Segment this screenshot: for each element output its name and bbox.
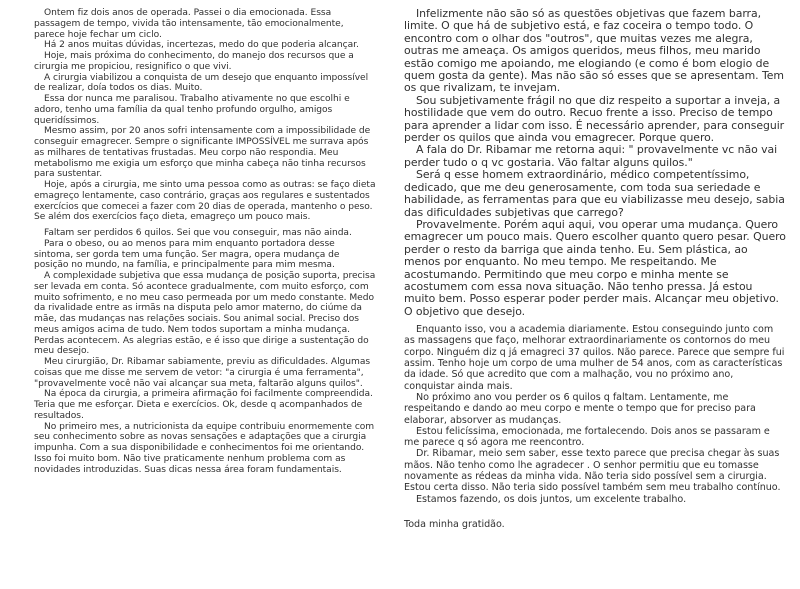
paragraph: Mesmo assim, por 20 anos sofri intensamente com a impossibilidade de conseguir emagrecer. Sempre o significante IMPOSSÍVEL me surrava após as milhares de tentativas frustadas. Meu corpo não respondia. Meu metabolismo me exigia um esforço que minha cabeça não tinha recursos para sustentar. xyxy=(34,126,371,180)
paragraph: Faltam ser perdidos 6 quilos. Sei que vou conseguir, mas não ainda. xyxy=(44,228,352,238)
left-text-column xyxy=(34,8,376,475)
paragraph: Dr. Ribamar, meio sem saber, esse texto parece que precisa chegar às suas mãos. Não tenho como lhe agradecer . O senhor permitiu que eu tomasse novamente as rédeas da minha vida. Não teria sido possível sem a cirurgia. Estou certa disso. Não teria sido possível também sem meu trabalho contínuo. xyxy=(404,448,781,494)
paragraph: Será q esse homem extraordinário, médico competentíssimo, dedicado, que me deu generosamente, com toda sua seriedade e habilidade, as ferramentas para que eu viabilizasse meu desejo, sabia das dificuldades subjetivas que carrego? xyxy=(404,168,785,219)
right-text-column xyxy=(404,8,786,530)
paragraph: A fala do Dr. Ribamar me retorna aqui: " provavelmente vc não vai perder tudo o q vc gostaria. Vão faltar alguns quilos." xyxy=(404,143,778,169)
paragraph: Na época da cirurgia, a primeira afirmação foi facilmente compreendida. Teria que me esforçar. Dieta e exercícios. Ok, desde q acompanhados de resultados. xyxy=(34,389,373,421)
column-gutter xyxy=(388,0,389,589)
paragraph: Para o obeso, ou ao menos para mim enquanto portadora desse sintoma, ser gorda tem uma função. Ser magra, opera mudança de posição no mundo, na família, e principalmente para mim mesma. xyxy=(34,238,340,271)
paragraph: A complexidade subjetiva que essa mudança de posição suporta, precisa ser levada em conta. Só acontece gradualmente, com muito esforço, com muito sofrimento, e no meu caso permeada por um medo constante. Medo da rivalidade entre as irmãs na disputa pelo amor materno, do ciúme da mãe, das mudanças nas relações sociais. Sou animal social. Preciso dos meus amigos acima de tudo. Nem todos suportam a minha mudança. Perdas acontecem. As alegrias estão, e é isso que dirige a sustentação do meu desejo. xyxy=(34,271,376,357)
paragraph: Hoje, após a cirurgia, me sinto uma pessoa como as outras: se faço dieta emagreço lentamente, caso contrário, graças aos regulares e sustentados exercícios que comecei a fazer com 20 dias de operada, mantenho o peso. Se além dos exercícios faço dieta, emagreço um pouco mais. xyxy=(34,180,376,223)
closing-line: Toda minha gratidão. xyxy=(404,518,505,530)
paragraph: Enquanto isso, vou a academia diariamente. Estou conseguindo junto com as massagens que faço, melhorar extraordinariamente os contornos do meu corpo. Ninguém diz q já emagreci 37 quilos. Não parece. Parece que sempre fui assim. Tenho hoje um corpo de uma mulher de 54 anos, com as características da idade. Só que acredito que com a malhação, vou no próximo ano, conquistar ainda mais. xyxy=(404,324,785,392)
paragraph: Estou felicíssima, emocionada, me fortalecendo. Dois anos se passaram e me parece q só agora me reencontro. xyxy=(404,425,770,449)
paragraph: Há 2 anos muitas dúvidas, incertezas, medo do que poderia alcançar. xyxy=(44,40,359,51)
paragraph: A cirurgia viabilizou a conquista de um desejo que enquanto impossível de realizar, doía todos os dias. Muito. xyxy=(34,72,369,94)
paragraph: Provavelmente. Porém aqui aqui, vou operar uma mudança. Quero emagrecer um pouco mais. Quero escolher quanto quero pesar. Quero perder o resto da barriga que ainda tenho. Eu. Sem plástica, ao menos por enquanto. No meu tempo. Me respeitando. Me acostumando. Permitindo que meu corpo e minha mente se acostumem com essa nova situação. Não tenho pressa. Já estou muito bem. Posso esperar poder perder mais. Alcançar meu objetivo. O objetivo que desejo. xyxy=(404,217,786,318)
paragraph: Estamos fazendo, os dois juntos, um excelente trabalho. xyxy=(416,493,687,505)
paragraph: Ontem fiz dois anos de operada. Passei o dia emocionada. Essa passagem de tempo, vivida tão intensamente, tão emocionalmente, parece hoje fechar um ciclo. xyxy=(34,8,344,40)
paragraph: Infelizmente não são só as questões objetivas que fazem barra, limite. O que há de subjetivo está, e faz coceira o tempo todo. O encontro com o olhar dos "outros", que muitas vezes me alegra, outras me ameaça. Os amigos queridos, meus filhos, meu marido estão comigo me apoiando, me elogiando (e como é bom elogio de quem gosta da gente). Mas não são só esses que se apresentam. Tem os que rivalizam, te invejam. xyxy=(404,7,784,95)
paragraph: Hoje, mais próxima do conhecimento, do manejo dos recursos que a cirurgia me propiciou, resignifico o que vivi. xyxy=(34,51,354,72)
paragraph: Meu cirurgião, Dr. Ribamar sabiamente, previu as dificuldades. Algumas coisas que me disse me servem de vetor: "a cirurgia é uma ferramenta", "provavelmente você não vai alcançar sua meta, faltarão alguns quilos". xyxy=(34,357,371,389)
paragraph: Sou subjetivamente frágil no que diz respeito a suportar a inveja, a hostilidade que vem do outro. Recuo frente a isso. Preciso de tempo para aprender a lidar com isso. É necessário aprender, para conseguir perder os quilos que ainda vou emagrecer. Porque quero. xyxy=(404,93,785,145)
paragraph: Essa dor nunca me paralisou. Trabalho ativamente no que escolhi e adoro, tenho uma família da qual tenho profundo orgulho, amigos queridíssimos. xyxy=(34,94,350,126)
paragraph: No próximo ano vou perder os 6 quilos q faltam. Lentamente, me respeitando e dando ao meu corpo e mente o tempo que for preciso para elaborar, absorver as mudanças. xyxy=(404,391,756,426)
paragraph: No primeiro mes, a nutricionista da equipe contribuiu enormemente com seu conhecimento sobre as novas sensações e adaptações que a cirurgia impunha. Com a sua disponibilidade e conhecimentos foi me orientando. Isso foi muito bom. Não tive praticamente nenhum problema com as novidades introduzidas. Suas dicas nessa área foram fundamentais. xyxy=(34,421,375,475)
